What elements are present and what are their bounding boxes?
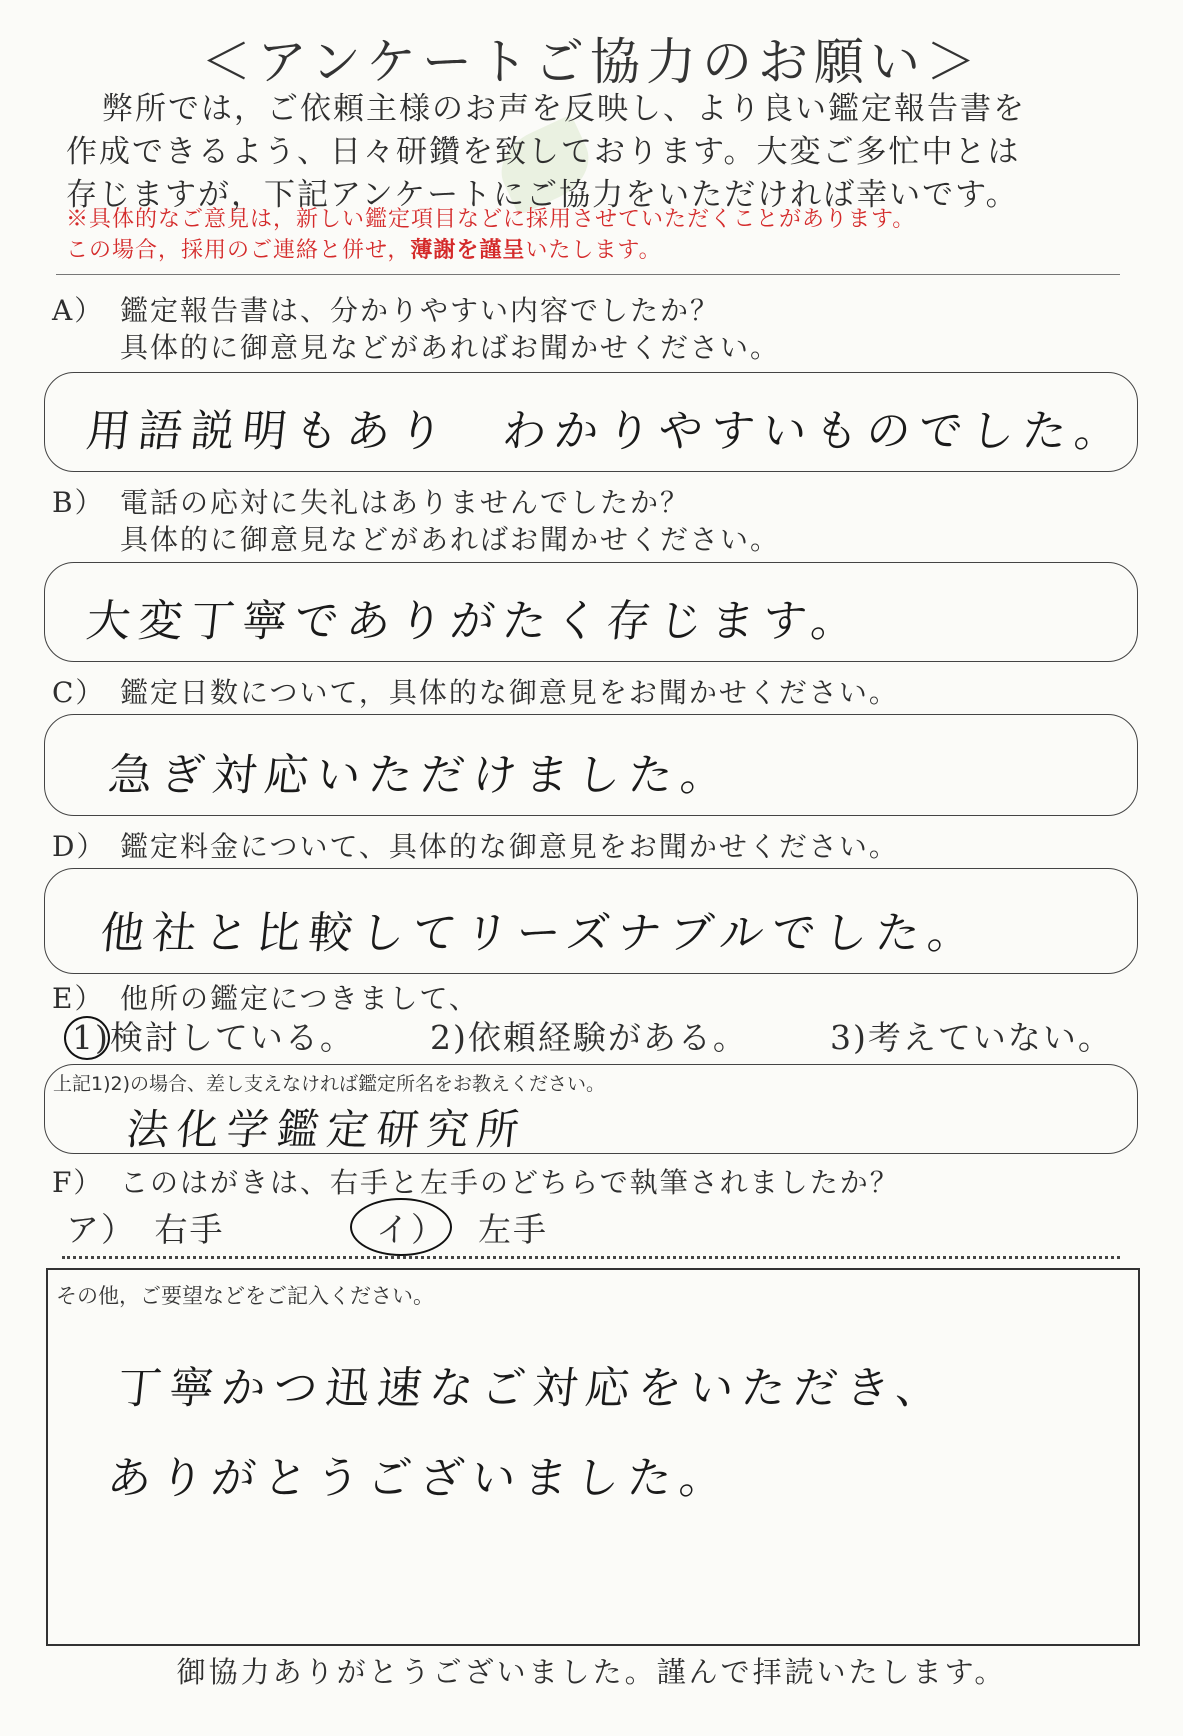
other-comments-box[interactable]: [46, 1268, 1140, 1646]
page-title: ＜アンケートご協力のお願い＞: [201, 33, 982, 91]
answer-d-box[interactable]: [44, 868, 1138, 974]
question-b-label: B）: [52, 486, 105, 519]
question-b-line-2: 具体的に御意見などがあればお聞かせください。: [120, 523, 781, 556]
question-f-label: F）: [52, 1166, 104, 1199]
answer-e-sublabel: 上記1)2)の場合、差し支えなければ鑑定所名をお教えください。: [53, 1073, 606, 1095]
question-f-line-1: このはがきは、右手と左手のどちらで執筆されましたか？: [120, 1166, 900, 1199]
answer-d-text: 他社と比較してリーズナブルでした。: [97, 908, 983, 959]
question-b-line-1: 電話の応対に失礼はありませんでしたか？: [120, 486, 691, 519]
note-line-2-suffix: いたします。: [525, 238, 662, 263]
question-a: [52, 292, 780, 366]
option-f-left[interactable]: 左手: [478, 1210, 548, 1249]
question-f: [52, 1164, 900, 1201]
intro-line-3: 存じますが，下記アンケートにご協力をいただければ幸いです。: [66, 177, 1019, 213]
question-b: [52, 484, 780, 558]
answer-a-box[interactable]: [44, 372, 1138, 472]
note-line-2-bold: 薄謝を謹呈: [410, 237, 526, 263]
note-line-2-prefix: この場合，採用のご連絡と併せ，: [66, 238, 411, 263]
question-a-label: A）: [52, 294, 105, 327]
question-d-line-1: 鑑定料金について、具体的な御意見をお聞かせください。: [120, 830, 899, 863]
option-e3[interactable]: 3)考えていない。: [830, 1018, 1113, 1057]
divider: [56, 274, 1120, 275]
question-c-label: C）: [52, 676, 106, 709]
question-c-line-1: 鑑定日数について，具体的な御意見をお聞かせください。: [120, 676, 899, 709]
question-a-line-2: 具体的に御意見などがあればお聞かせください。: [120, 331, 781, 364]
other-comments-line-2: ありがとうございました。: [104, 1453, 735, 1504]
question-e-label: E）: [52, 982, 105, 1015]
option-e1[interactable]: 1)検討している。: [72, 1018, 355, 1057]
intro-text: [66, 88, 1126, 217]
answer-a-text: 用語説明もあり わかりやすいものでした。: [83, 406, 1130, 457]
option-f-right[interactable]: ア） 右手: [66, 1210, 225, 1249]
option-e1-circle-mark: [64, 1016, 110, 1060]
answer-e-text: 法化学鑑定研究所: [124, 1105, 530, 1154]
option-f-circle-mark: [350, 1198, 452, 1256]
question-d-label: D）: [52, 830, 107, 863]
intro-line-1: 弊所では，ご依頼主様のお声を反映し、より良い鑑定報告書を: [102, 91, 1026, 127]
question-a-line-1: 鑑定報告書は、分かりやすい内容でしたか？: [120, 294, 721, 327]
option-e2[interactable]: 2)依頼経験がある。: [430, 1018, 748, 1057]
answer-c-box[interactable]: [44, 714, 1138, 816]
note-line-1: ※具体的なご意見は，新しい鑑定項目などに採用させていただくことがあります。: [66, 207, 916, 232]
answer-e-box[interactable]: [44, 1064, 1138, 1154]
red-note: [66, 204, 1126, 266]
question-c: [52, 674, 899, 711]
answer-c-text: 急ぎ対応いただけました。: [105, 750, 736, 801]
other-comments-label: その他，ご要望などをご記入ください。: [56, 1284, 434, 1308]
intro-line-2: 作成できるよう、日々研鑽を致しております。大変ご多忙中とは: [66, 134, 1021, 170]
question-e-line-1: 他所の鑑定につきまして、: [120, 982, 479, 1015]
question-d: [52, 828, 899, 865]
footer-thanks: 御協力ありがとうございました。謹んで拝読いたします。: [176, 1655, 1007, 1689]
dotted-separator: [62, 1256, 1120, 1259]
note-line-2: [66, 235, 1126, 266]
other-comments-line-1: 丁寧かつ迅速なご対応をいただき、: [114, 1363, 951, 1414]
answer-b-text: 大変丁寧でありがたく存じます。: [83, 596, 866, 647]
answer-b-box[interactable]: [44, 562, 1138, 662]
option-f-left-mark[interactable]: イ）: [376, 1210, 446, 1249]
